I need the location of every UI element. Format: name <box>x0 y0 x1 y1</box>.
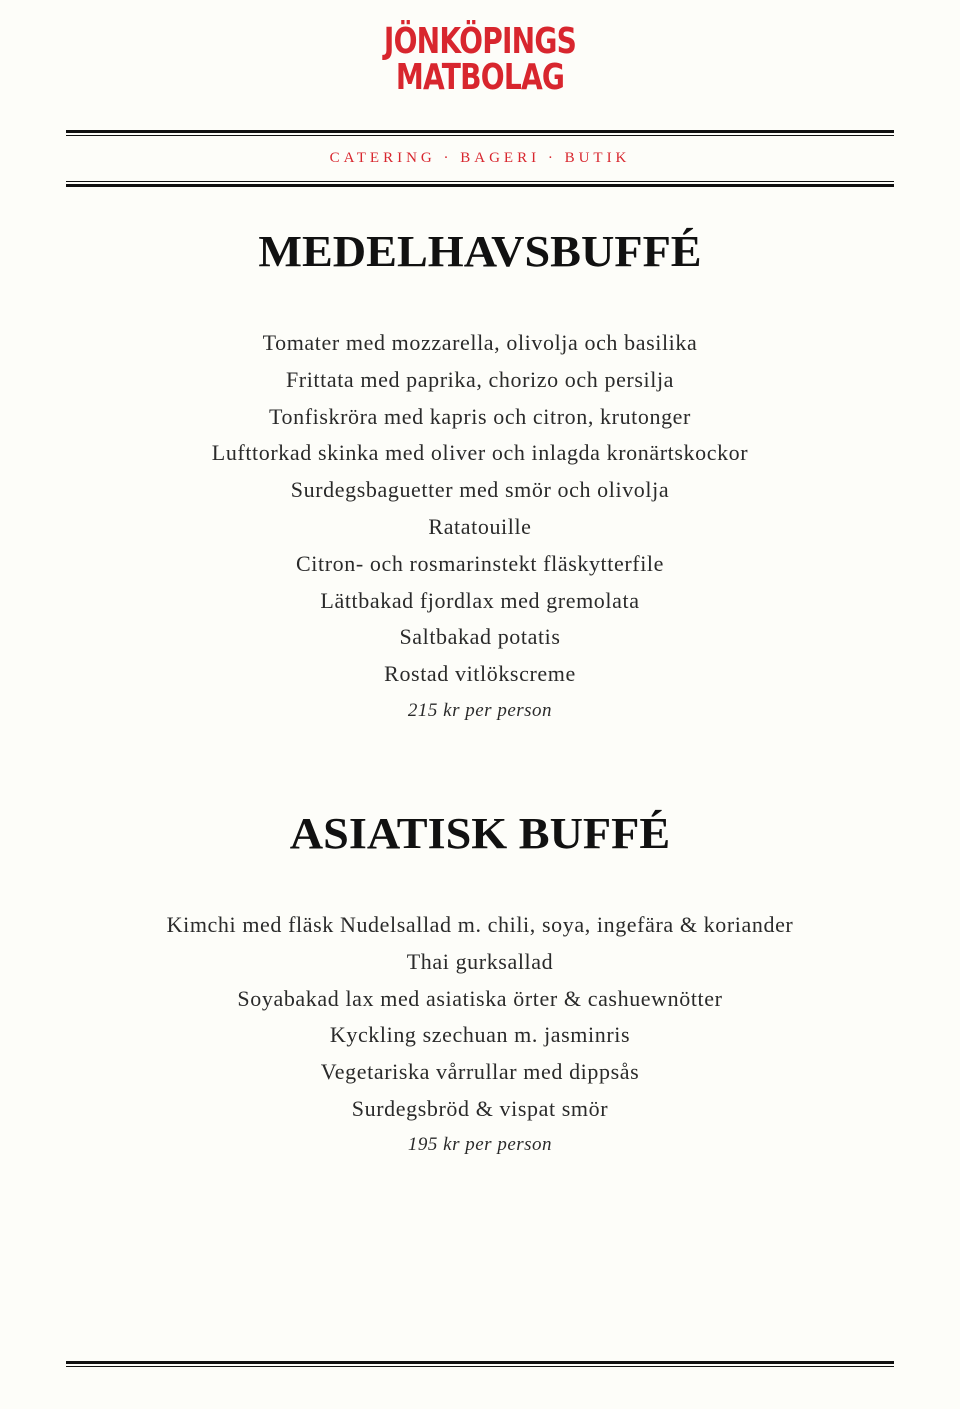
tagline: CATERING · BAGERI · BUTIK <box>329 150 631 166</box>
menu-item: Surdegsbröd & vispat smör <box>351 1095 609 1121</box>
logo <box>0 21 960 98</box>
menu-item: Vegetariska vårrullar med dippsås <box>320 1059 640 1085</box>
menu-item: Soyabakad lax med asiatiska örter & cashuewnötter <box>237 985 723 1011</box>
menu-item: Frittata med paprika, chorizo och persilja <box>285 366 675 392</box>
top-rule <box>66 130 894 136</box>
menu-item: Citron- och rosmarinstekt fläskytterfile <box>296 550 664 576</box>
menu-item: Tonfiskröra med kapris och citron, krutonger <box>269 403 691 429</box>
menu-item: Lättbakad fjordlax med gremolata <box>320 587 640 613</box>
menu-item: Kyckling szechuan m. jasminris <box>329 1022 631 1048</box>
menu-item: Thai gurksallad <box>406 948 554 974</box>
price-medelhavsbuffe: 215 kr per person <box>407 700 553 721</box>
menu-item: Rostad vitlökscreme <box>384 661 576 687</box>
menu-list-medelhavsbuffe <box>0 325 960 693</box>
logo-line-1: JÖNKÖPINGS <box>383 21 577 62</box>
section-title-medelhavsbuffe: MEDELHAVSBUFFÉ <box>258 227 702 276</box>
menu-item: Ratatouille <box>428 513 532 539</box>
menu-list-asiatisk-buffe <box>0 907 960 1128</box>
price-asiatisk-buffe: 195 kr per person <box>407 1134 553 1155</box>
logo-line-2: MATBOLAG <box>395 57 565 98</box>
menu-item: Kimchi med fläsk Nudelsallad m. chili, soya, ingefära & koriander <box>166 912 794 937</box>
menu-item: Tomater med mozzarella, olivolja och basilika <box>262 330 698 355</box>
section-title-asiatisk-buffe: ASIATISK BUFFÉ <box>289 809 671 858</box>
menu-item: Saltbakad potatis <box>399 624 561 650</box>
menu-item: Surdegsbaguetter med smör och olivolja <box>290 477 670 503</box>
tagline-rule <box>66 181 894 187</box>
menu-item: Lufttorkad skinka med oliver och inlagda kronärtskockor <box>211 440 749 466</box>
bottom-rule <box>66 1361 894 1367</box>
